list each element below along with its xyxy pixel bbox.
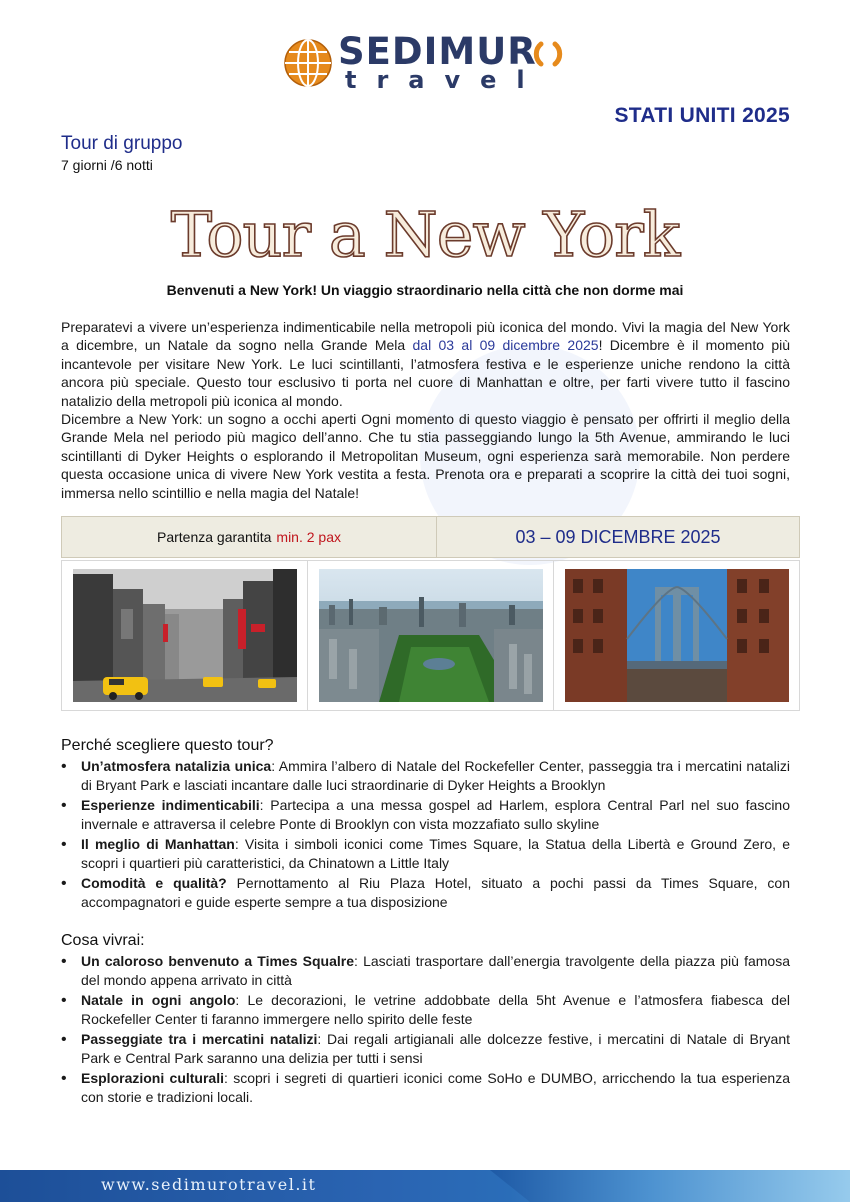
tour-type: Tour di gruppo xyxy=(61,133,183,154)
list-item: • Comodità e qualità? Pernottamento al Riu Plaza Hotel, situato a pochi passi da Times Square, con accompagnatori e guide esperte sempre a tua disposizione xyxy=(61,874,790,912)
globe-icon xyxy=(283,38,333,88)
central-park-aerial-photo xyxy=(319,569,543,702)
departure-guarantee: Partenza garantita min. 2 pax xyxy=(62,517,437,557)
date-highlight: dal 03 al 09 dicembre 2025 xyxy=(412,337,599,354)
brand-tagline: travel xyxy=(345,66,545,94)
list-item: • Il meglio di Manhattan: Visita i simboli iconici come Times Square, la Statua della Libertà e Ground Zero, e scopri i quartieri più caratteristici, da Chinatown a Little Italy xyxy=(61,835,790,873)
tour-duration: 7 giorni /6 notti xyxy=(61,157,153,173)
intro-paragraph-1: Preparatevi a vivere un’esperienza indimenticabile nella metropoli più iconica del mondo. Vivi la magia del New York a dicembre, un Natale da sogno nella Grande Mela dal 03 al 09 dicembre 2025! Dicembre è il momento più incantevole per visitare New York. Le luci scintillanti, l’atmosfera festiva e le esperienze uniche rendono la città ancora più speciale. Questo tour esclusivo ti porta nel cuore di Manhattan e oltre, per farti vivere tutto il fascino natalizio della metropoli più iconica al mondo. xyxy=(61,319,790,409)
intro-text xyxy=(61,318,790,502)
why-heading: Perché scegliere questo tour? xyxy=(61,737,274,754)
list-item: • Un’atmosfera natalizia unica: Ammira l’albero di Natale del Rockefeller Center, passeggia tra i mercatini natalizi di Bryant Park e lasciati incantare dalle luci straordinarie di Dyker Heights a Brooklyn xyxy=(61,757,790,795)
departure-dates: 03 – 09 DICEMBRE 2025 xyxy=(515,526,721,547)
page-title: Tour a New York xyxy=(170,198,680,271)
brand-name: SEDIMUR xyxy=(338,30,537,73)
live-list xyxy=(61,952,790,1108)
times-square-photo xyxy=(73,569,297,702)
list-item: • Esplorazioni culturali: scopri i segreti di quartieri iconici come SoHo e DUMBO, arricchendo la tua esperienza con storie e tradizioni locali. xyxy=(61,1069,790,1107)
footer xyxy=(0,1170,850,1202)
page-subtitle: Benvenuti a New York! Un viaggio straordinario nella città che non dorme mai xyxy=(166,282,684,298)
list-item: • Passeggiate tra i mercatini natalizi: Dai regali artigianali alle dolcezze festive, i mercatini di Natale di Bryant Park e Central Park saranno una delizia per tutti i sensi xyxy=(61,1030,790,1068)
departure-table xyxy=(61,516,800,558)
website-link[interactable]: www.sedimurotravel.it xyxy=(101,1175,317,1194)
country-year: STATI UNITI 2025 xyxy=(614,104,790,127)
live-heading: Cosa vivrai: xyxy=(61,932,145,949)
list-item: • Natale in ogni angolo: Le decorazioni, le vetrine addobbate della 5ht Avenue e l’atmosfera fiabesca del Rockefeller Center ti faranno immergere nello spirito delle feste xyxy=(61,991,790,1029)
min-pax: min. 2 pax xyxy=(276,529,341,545)
photo-gallery xyxy=(61,560,800,711)
list-item: • Un caloroso benvenuto a Times Squalre: Lasciati trasportare dall’energia travolgente della piazza più famosa del mondo appena arrivato in città xyxy=(61,952,790,990)
intro-paragraph-2: Dicembre a New York: un sogno a occhi aperti Ogni momento di questo viaggio è pensato per offrirti il meglio della Grande Mela nel periodo più magico dell’anno. Che tu stia passeggiando lungo la 5th Avenue, ammirando le luci scintillanti di Dyker Heights o esplorando il Metropolitan Museum, ogni esperienza sarà memorabile. Non perdere questa occasione unica di vivere New York vestita a festa. Prenota ora e preparati a scoprire la città dei tuoi sogni, immersa nello scintillio e nella magia del Natale! xyxy=(61,411,790,501)
brand-logo xyxy=(283,30,583,92)
why-list xyxy=(61,757,790,913)
list-item: • Esperienze indimenticabili: Partecipa a una messa gospel ad Harlem, esplora Central Parl nel suo fascino invernale e attraversa il celebre Ponte di Brooklyn con vista mozzafiato sullo skyline xyxy=(61,796,790,834)
manhattan-bridge-photo xyxy=(565,569,789,702)
